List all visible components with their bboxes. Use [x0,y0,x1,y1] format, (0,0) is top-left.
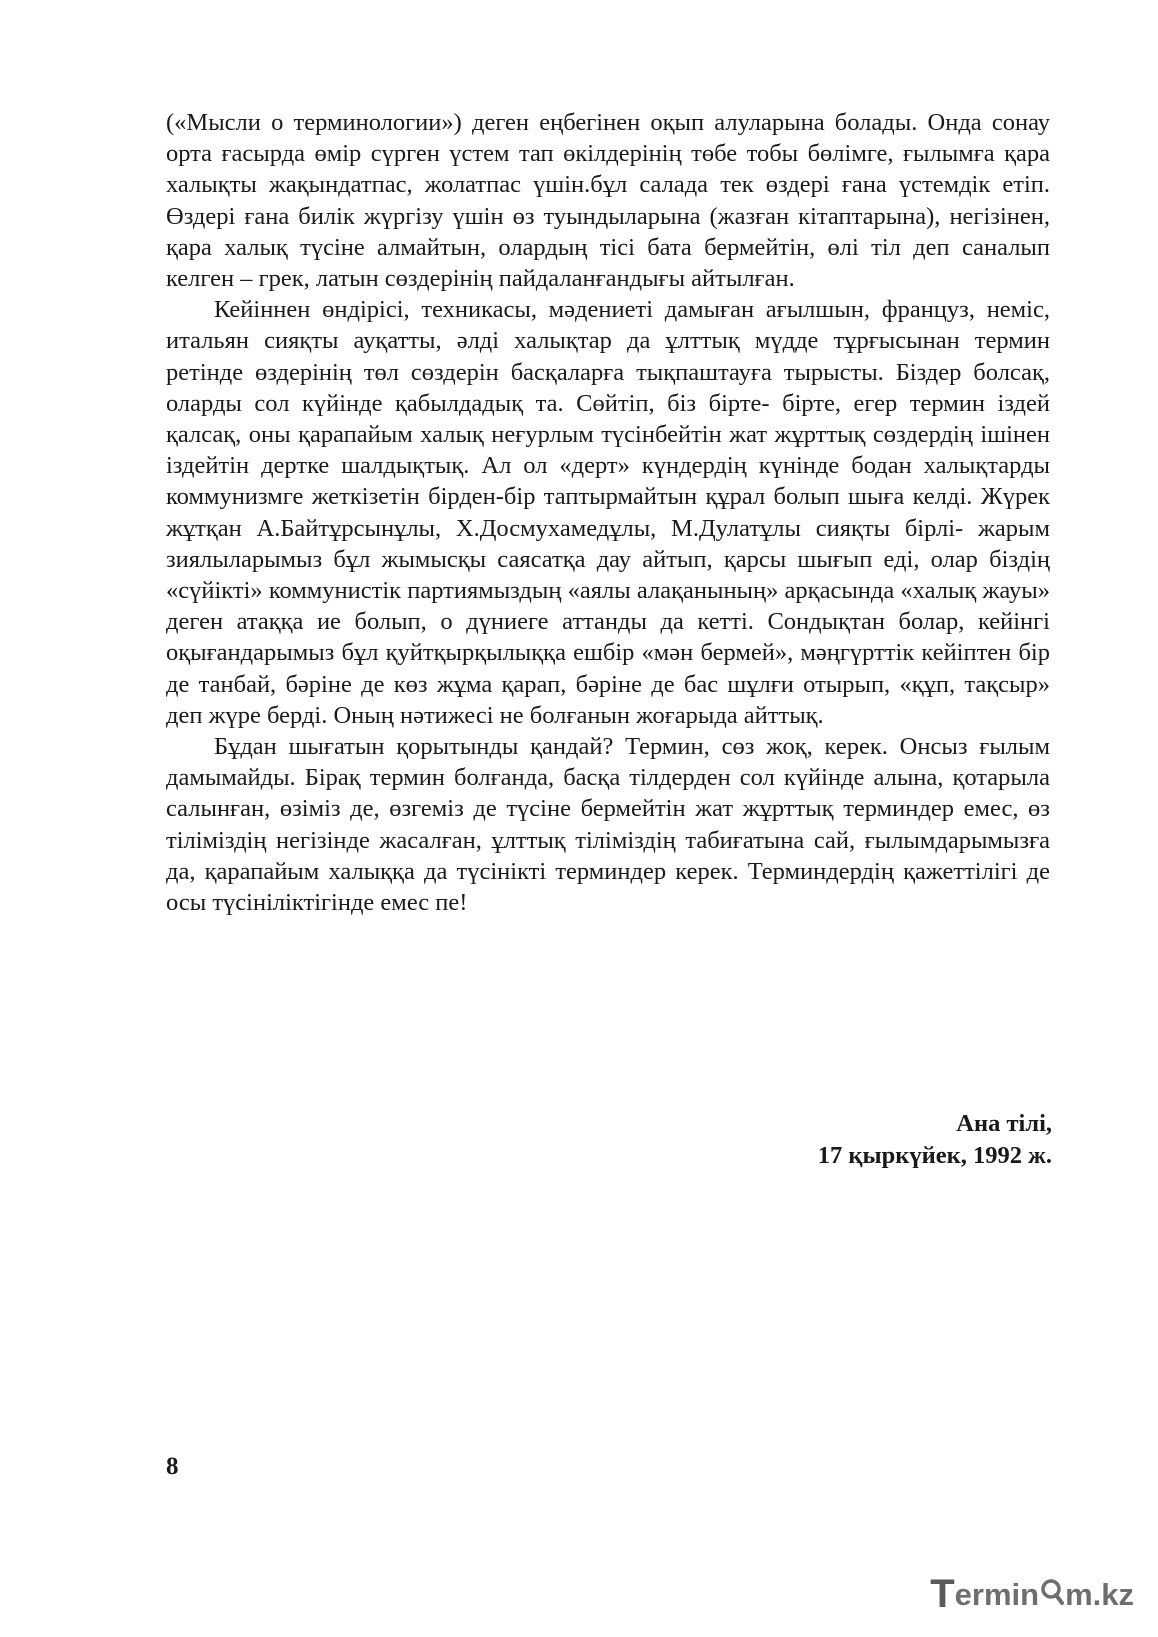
watermark-prefix: T [930,1572,955,1616]
paragraph-1: («Мысли о терминологии») деген еңбегінен оқып алуларына болады. Онда сонау орта ғасырда өмір сүрген үстем тап өкілдерінің төбе тобы бөлімге, ғылымға қара халықты жақындатпас, жолатпас үшін.бұл салада тек өздері ғана үстемдік етіп. Өздері ғана билік жүргізу үшін өз туындыларына (жазған кітаптарына), негізінен, қара халық түсіне алмайтын, олардың тісі бата бермейтін, өлі тіл деп саналып келген – грек, латын сөздерінің пайдаланғандығы айтылған. [166,109,1050,293]
watermark-text-b: m.kz [1065,1576,1134,1612]
body-text [166,107,1050,918]
site-watermark [930,1572,1134,1617]
watermark-text-a: ermin [954,1576,1040,1612]
signature-source: Ана тілі, [956,1110,1052,1137]
signature-date: 17 қыркүйек, 1992 ж. [817,1142,1052,1169]
paragraph-2: Кейіннен өндірісі, техникасы, мәдениеті дамыған ағылшын, француз, неміс, итальян сияқты ауқатты, әлді халықтар да ұлттық мүдде тұрғысынан термин ретінде өздерінің төл сөздерін басқаларға тықпаштауға тырысты. Біздер болсақ, оларды сол күйінде қабылдадық та. Сөйтіп, біз бірте- бірте, егер термин іздей қалсақ, оны қарапайым халық неғурлым түсінбейтін жат жұрттық сөздердің ішінен іздейтін дертке шалдықтық. Ал ол «дерт» күндердің күнінде бодан халықтарды коммунизмге жеткізетін бірден-бір таптырмайтын құрал болып шыға келді. Жүрек жұтқан А.Байтұрсынұлы, Х.Досмухамедұлы, М.Дулатұлы сияқты бірлі- жарым зиялыларымыз бұл жымысқы саясатқа дау айтып, қарсы шығып еді, олар біздің «сүйікті» коммунистік партиямыздың «аялы алақанының» арқасында «халық жауы» деген атаққа ие болып, о дүниеге аттанды да кетті. Сондықтан болар, кейінгі оқығандарымыз бұл қуйтқырқылыққа ешбір «мән бермей», мәңгүрттік кейіптен бір де танбай, бәріне де көз жұма қарап, бәріне де бас шұлғи отырып, «құп, тақсыр» деп жүре берді. Оның нәтижесі не болғанын жоғарыда айттық. [166,296,1050,729]
paragraph-3: Бұдан шығатын қорытынды қандай? Термин, сөз жоқ, керек. Онсыз ғылым дамымайды. Бірақ термин болғанда, басқа тілдерден сол күйінде алына, қотарыла салынған, өзіміз де, өзгеміз де түсіне бермейтін жат жұрттық терминдер емес, өз тіліміздің негізінде жасалған, ұлттық тіліміздің табиғатына сай, ғылымдарымызға да, қарапайым халыққа да түсінікті терминдер керек. Терминдердің қажеттілігі де осы түсініліктігінде емес пе! [166,733,1050,917]
signature-block [818,1108,1052,1172]
page-number: 8 [166,1453,179,1480]
magnifier-icon [1040,1576,1064,1614]
